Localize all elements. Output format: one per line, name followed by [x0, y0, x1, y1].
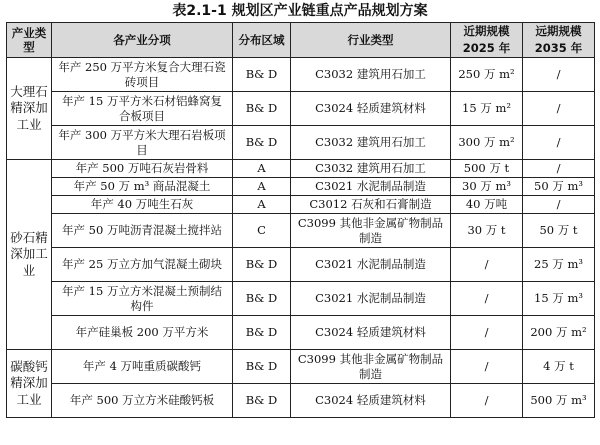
header-row-1 — [7, 23, 595, 41]
long-term-cell: / — [523, 160, 595, 178]
near-term-cell: 30 万 t — [451, 214, 523, 248]
project-cell: 年产 25 万立方加气混凝土砌块 — [52, 248, 233, 282]
table-row — [7, 178, 595, 196]
industry-cell: C3021 水泥制品制造 — [291, 282, 451, 316]
zone-cell: A — [233, 178, 291, 196]
table-body — [7, 58, 595, 418]
zone-cell: B& D — [233, 350, 291, 384]
long-term-cell: 200 万 m² — [523, 316, 595, 350]
header-near-term: 近期规模 — [451, 23, 523, 41]
near-term-cell: / — [451, 282, 523, 316]
table-row — [7, 350, 595, 384]
project-cell: 年产 50 万吨沥青混凝土搅拌站 — [52, 214, 233, 248]
industry-cell: C3024 轻质建筑材料 — [291, 384, 451, 418]
near-term-cell: / — [451, 316, 523, 350]
table-row — [7, 126, 595, 160]
header-near-term-year: 2025 年 — [451, 40, 523, 58]
industry-cell: C3012 石灰和石膏制造 — [291, 196, 451, 214]
near-term-cell: 300 万 m² — [451, 126, 523, 160]
industry-cell: C3024 轻质建筑材料 — [291, 92, 451, 126]
table-row — [7, 58, 595, 92]
industry-cell: C3032 建筑用石加工 — [291, 58, 451, 92]
project-cell: 年产 40 万吨生石灰 — [52, 196, 233, 214]
long-term-cell: / — [523, 126, 595, 160]
zone-cell: B& D — [233, 126, 291, 160]
table-row — [7, 214, 595, 248]
project-cell: 年产 15 万立方米混凝土预制结构件 — [52, 282, 233, 316]
header-long-term-year: 2035 年 — [523, 40, 595, 58]
category-cell: 砂石精深加工业 — [7, 160, 52, 350]
industry-cell: C3032 建筑用石加工 — [291, 160, 451, 178]
header-project: 各产业分项 — [52, 23, 233, 58]
long-term-cell: / — [523, 58, 595, 92]
table-row — [7, 316, 595, 350]
long-term-cell: / — [523, 196, 595, 214]
long-term-cell: 50 万 t — [523, 214, 595, 248]
zone-cell: A — [233, 196, 291, 214]
industry-cell: C3099 其他非金属矿物制品制造 — [291, 350, 451, 384]
near-term-cell: 40 万吨 — [451, 196, 523, 214]
long-term-cell: 500 万 m³ — [523, 384, 595, 418]
header-industry: 行业类型 — [291, 23, 451, 58]
project-cell: 年产 4 万吨重质碳酸钙 — [52, 350, 233, 384]
near-term-cell: / — [451, 384, 523, 418]
category-cell: 大理石精深加工业 — [7, 58, 52, 160]
near-term-cell: 15 万 m² — [451, 92, 523, 126]
industry-cell: C3032 建筑用石加工 — [291, 126, 451, 160]
zone-cell: B& D — [233, 316, 291, 350]
near-term-cell: 500 万 t — [451, 160, 523, 178]
header-category: 产业类型 — [7, 23, 52, 58]
table-row — [7, 248, 595, 282]
table-title: 表2.1-1 规划区产业链重点产品规划方案 — [172, 3, 428, 19]
project-cell: 年产 250 万平方米复合大理石瓷砖项目 — [52, 58, 233, 92]
zone-cell: C — [233, 214, 291, 248]
zone-cell: B& D — [233, 384, 291, 418]
industry-cell: C3021 水泥制品制造 — [291, 248, 451, 282]
product-plan-table — [6, 22, 595, 418]
near-term-cell: / — [451, 350, 523, 384]
industry-cell: C3024 轻质建筑材料 — [291, 316, 451, 350]
long-term-cell: / — [523, 92, 595, 126]
near-term-cell: 250 万 m² — [451, 58, 523, 92]
near-term-cell: / — [451, 248, 523, 282]
project-cell: 年产 500 万立方米硅酸钙板 — [52, 384, 233, 418]
header-zone: 分布区域 — [233, 23, 291, 58]
near-term-cell: 30 万 m³ — [451, 178, 523, 196]
table-row — [7, 384, 595, 418]
zone-cell: B& D — [233, 282, 291, 316]
zone-cell: B& D — [233, 92, 291, 126]
project-cell: 年产 50 万 m³ 商品混凝土 — [52, 178, 233, 196]
long-term-cell: 50 万 m³ — [523, 178, 595, 196]
project-cell: 年产 15 万平方米石材铝蜂窝复合板项目 — [52, 92, 233, 126]
project-cell: 年产 500 万吨石灰岩骨料 — [52, 160, 233, 178]
industry-cell: C3099 其他非金属矿物制品制造 — [291, 214, 451, 248]
project-cell: 年产硅巢板 200 万平方米 — [52, 316, 233, 350]
long-term-cell: 15 万 m³ — [523, 282, 595, 316]
zone-cell: B& D — [233, 58, 291, 92]
category-cell: 碳酸钙精深加工业 — [7, 350, 52, 418]
zone-cell: A — [233, 160, 291, 178]
table-row — [7, 196, 595, 214]
table-row — [7, 282, 595, 316]
long-term-cell: 25 万 m³ — [523, 248, 595, 282]
header-long-term: 远期规模 — [523, 23, 595, 41]
industry-cell: C3021 水泥制品制造 — [291, 178, 451, 196]
table-row — [7, 92, 595, 126]
long-term-cell: 4 万 t — [523, 350, 595, 384]
zone-cell: B& D — [233, 248, 291, 282]
table-row — [7, 160, 595, 178]
project-cell: 年产 300 万平方米大理石岩板项目 — [52, 126, 233, 160]
